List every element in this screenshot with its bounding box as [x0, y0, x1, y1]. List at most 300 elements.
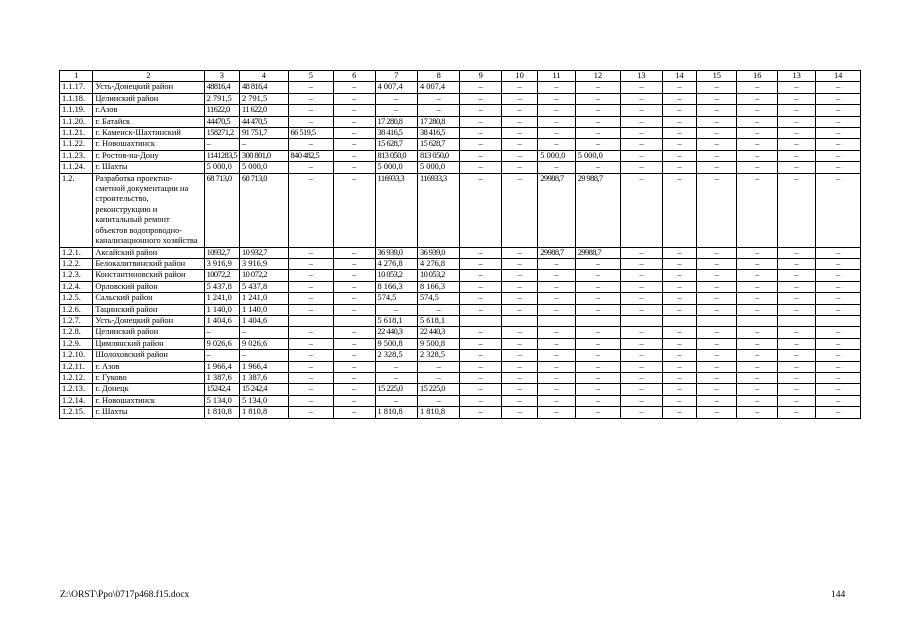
- value-cell: 48 816,4: [240, 82, 289, 93]
- value-cell: –: [777, 82, 815, 93]
- row-number-cell: 1.2.2.: [60, 258, 93, 269]
- value-cell: –: [575, 304, 621, 315]
- value-cell: –: [501, 82, 537, 93]
- value-cell: –: [575, 384, 621, 395]
- value-cell: –: [621, 258, 662, 269]
- value-cell: –: [737, 372, 777, 383]
- column-header: 13: [777, 71, 815, 82]
- value-cell: –: [575, 395, 621, 406]
- value-cell: –: [334, 372, 375, 383]
- value-cell: –: [621, 139, 662, 150]
- row-name-cell: г. Каменск-Шахтинский: [93, 128, 204, 139]
- value-cell: –: [575, 162, 621, 173]
- value-cell: –: [334, 93, 375, 104]
- value-cell: 44470,5: [204, 116, 239, 127]
- value-cell: –: [288, 82, 334, 93]
- value-cell: 38 416,5: [417, 128, 459, 139]
- value-cell: –: [538, 258, 575, 269]
- value-cell: [737, 315, 777, 326]
- value-cell: –: [662, 384, 696, 395]
- table-row: [60, 173, 861, 247]
- value-cell: –: [460, 327, 501, 338]
- value-cell: –: [816, 128, 861, 139]
- value-cell: –: [538, 407, 575, 418]
- value-cell: –: [816, 407, 861, 418]
- value-cell: –: [697, 350, 737, 361]
- row-number-cell: 1.2.14.: [60, 395, 93, 406]
- table-row: [60, 139, 861, 150]
- value-cell: –: [460, 128, 501, 139]
- value-cell: –: [777, 162, 815, 173]
- value-cell: –: [575, 116, 621, 127]
- value-cell: –: [501, 338, 537, 349]
- table-row: [60, 93, 861, 104]
- value-cell: –: [737, 293, 777, 304]
- value-cell: –: [288, 372, 334, 383]
- value-cell: –: [538, 395, 575, 406]
- row-name-cell: Сальский район: [93, 293, 204, 304]
- value-cell: –: [697, 304, 737, 315]
- value-cell: 29988,7: [538, 247, 575, 258]
- value-cell: –: [662, 258, 696, 269]
- row-number-cell: 1.2.13.: [60, 384, 93, 395]
- value-cell: –: [501, 293, 537, 304]
- value-cell: –: [575, 82, 621, 93]
- value-cell: –: [777, 304, 815, 315]
- row-number-cell: 1.2.: [60, 173, 93, 247]
- value-cell: –: [662, 93, 696, 104]
- row-name-cell: г. Гуково: [93, 372, 204, 383]
- value-cell: –: [575, 128, 621, 139]
- value-cell: –: [334, 395, 375, 406]
- value-cell: –: [575, 338, 621, 349]
- value-cell: –: [697, 293, 737, 304]
- value-cell: –: [737, 82, 777, 93]
- value-cell: –: [737, 407, 777, 418]
- value-cell: –: [334, 105, 375, 116]
- value-cell: –: [697, 327, 737, 338]
- value-cell: –: [501, 150, 537, 161]
- value-cell: –: [501, 162, 537, 173]
- value-cell: –: [662, 270, 696, 281]
- value-cell: –: [621, 407, 662, 418]
- value-cell: –: [334, 293, 375, 304]
- value-cell: 1 966,4: [240, 361, 289, 372]
- value-cell: 3 916,9: [204, 258, 239, 269]
- value-cell: 10 072,2: [240, 270, 289, 281]
- row-name-cell: г. Новошахтинск: [93, 139, 204, 150]
- row-number-cell: 1.2.9.: [60, 338, 93, 349]
- row-name-cell: Усть-Донецкий район: [93, 315, 204, 326]
- value-cell: 38 416,5: [375, 128, 417, 139]
- value-cell: –: [501, 281, 537, 292]
- value-cell: –: [334, 338, 375, 349]
- value-cell: –: [575, 327, 621, 338]
- row-name-cell: Константиновский район: [93, 270, 204, 281]
- column-header: 6: [334, 71, 375, 82]
- value-cell: –: [375, 372, 417, 383]
- value-cell: 4 007,4: [417, 82, 459, 93]
- value-cell: 1 810,8: [240, 407, 289, 418]
- row-number-cell: 1.1.17.: [60, 82, 93, 93]
- value-cell: 158271,2: [204, 128, 239, 139]
- value-cell: –: [460, 116, 501, 127]
- row-number-cell: 1.1.18.: [60, 93, 93, 104]
- value-cell: –: [334, 116, 375, 127]
- value-cell: –: [288, 327, 334, 338]
- row-name-cell: г. Батайск: [93, 116, 204, 127]
- value-cell: –: [816, 304, 861, 315]
- value-cell: 44 470,5: [240, 116, 289, 127]
- value-cell: 1 404,6: [240, 315, 289, 326]
- table-row: [60, 247, 861, 258]
- value-cell: –: [662, 105, 696, 116]
- row-number-cell: 1.2.15.: [60, 407, 93, 418]
- value-cell: –: [777, 173, 815, 247]
- value-cell: 3 916,9: [240, 258, 289, 269]
- value-cell: [538, 315, 575, 326]
- value-cell: –: [288, 258, 334, 269]
- value-cell: –: [697, 258, 737, 269]
- value-cell: –: [501, 270, 537, 281]
- value-cell: –: [816, 93, 861, 104]
- value-cell: –: [575, 258, 621, 269]
- column-header: 1: [60, 71, 93, 82]
- value-cell: –: [662, 407, 696, 418]
- value-cell: –: [288, 173, 334, 247]
- value-cell: –: [737, 247, 777, 258]
- value-cell: 68 713,0: [240, 173, 289, 247]
- column-header: 14: [816, 71, 861, 82]
- value-cell: –: [777, 116, 815, 127]
- value-cell: –: [737, 150, 777, 161]
- value-cell: 1 140,0: [204, 304, 239, 315]
- value-cell: –: [501, 372, 537, 383]
- value-cell: –: [204, 350, 239, 361]
- value-cell: –: [288, 395, 334, 406]
- table-row: [60, 82, 861, 93]
- value-cell: 36 939,0: [375, 247, 417, 258]
- value-cell: 116933,3: [375, 173, 417, 247]
- value-cell: 5 000,0: [417, 162, 459, 173]
- value-cell: –: [777, 150, 815, 161]
- value-cell: –: [501, 139, 537, 150]
- value-cell: –: [538, 139, 575, 150]
- table-row: [60, 304, 861, 315]
- value-cell: –: [575, 361, 621, 372]
- value-cell: –: [460, 293, 501, 304]
- value-cell: –: [697, 372, 737, 383]
- value-cell: –: [697, 139, 737, 150]
- value-cell: –: [575, 407, 621, 418]
- value-cell: –: [697, 338, 737, 349]
- table-row: [60, 258, 861, 269]
- value-cell: –: [334, 327, 375, 338]
- column-header: 5: [288, 71, 334, 82]
- value-cell: –: [777, 258, 815, 269]
- value-cell: –: [538, 93, 575, 104]
- value-cell: [288, 315, 334, 326]
- value-cell: 5 000,0: [575, 150, 621, 161]
- value-cell: –: [460, 162, 501, 173]
- value-cell: 29 988,7: [575, 173, 621, 247]
- value-cell: 29988,7: [575, 247, 621, 258]
- value-cell: 1 387,6: [240, 372, 289, 383]
- value-cell: 22 440,3: [417, 327, 459, 338]
- value-cell: –: [501, 105, 537, 116]
- value-cell: –: [737, 384, 777, 395]
- value-cell: –: [501, 361, 537, 372]
- value-cell: –: [621, 116, 662, 127]
- value-cell: 1 810,8: [417, 407, 459, 418]
- value-cell: 9 026,6: [204, 338, 239, 349]
- value-cell: 5 134,0: [204, 395, 239, 406]
- value-cell: 1 241,0: [204, 293, 239, 304]
- value-cell: –: [662, 162, 696, 173]
- column-header: 15: [697, 71, 737, 82]
- value-cell: –: [621, 150, 662, 161]
- value-cell: –: [460, 407, 501, 418]
- value-cell: [777, 315, 815, 326]
- value-cell: [460, 315, 501, 326]
- row-number-cell: 1.1.21.: [60, 128, 93, 139]
- value-cell: 5 618,1: [417, 315, 459, 326]
- value-cell: 813 050,0: [375, 150, 417, 161]
- value-cell: 840 482,5: [288, 150, 334, 161]
- value-cell: 116933,3: [417, 173, 459, 247]
- table-row: [60, 384, 861, 395]
- row-name-cell: г. Ростов-на-Дону: [93, 150, 204, 161]
- value-cell: –: [662, 350, 696, 361]
- value-cell: –: [288, 384, 334, 395]
- value-cell: 48816,4: [204, 82, 239, 93]
- value-cell: –: [460, 372, 501, 383]
- value-cell: –: [501, 173, 537, 247]
- value-cell: [697, 315, 737, 326]
- value-cell: –: [621, 372, 662, 383]
- row-name-cell: г. Донецк: [93, 384, 204, 395]
- value-cell: –: [288, 93, 334, 104]
- value-cell: 17 280,8: [375, 116, 417, 127]
- value-cell: –: [460, 139, 501, 150]
- value-cell: –: [375, 304, 417, 315]
- value-cell: –: [460, 150, 501, 161]
- row-name-cell: г. Азов: [93, 361, 204, 372]
- value-cell: –: [662, 116, 696, 127]
- value-cell: –: [575, 350, 621, 361]
- value-cell: –: [501, 395, 537, 406]
- value-cell: –: [460, 384, 501, 395]
- value-cell: –: [697, 361, 737, 372]
- value-cell: –: [816, 162, 861, 173]
- value-cell: –: [662, 150, 696, 161]
- value-cell: –: [501, 384, 537, 395]
- value-cell: –: [538, 384, 575, 395]
- value-cell: –: [460, 350, 501, 361]
- value-cell: –: [538, 105, 575, 116]
- value-cell: 5 000,0: [538, 150, 575, 161]
- column-header: 10: [501, 71, 537, 82]
- value-cell: [501, 315, 537, 326]
- value-cell: –: [240, 327, 289, 338]
- value-cell: –: [777, 350, 815, 361]
- value-cell: –: [816, 338, 861, 349]
- value-cell: [816, 315, 861, 326]
- value-cell: –: [816, 350, 861, 361]
- value-cell: –: [777, 338, 815, 349]
- value-cell: –: [538, 350, 575, 361]
- value-cell: –: [662, 281, 696, 292]
- value-cell: –: [777, 395, 815, 406]
- table-row: [60, 116, 861, 127]
- value-cell: 10 053,2: [375, 270, 417, 281]
- value-cell: –: [288, 247, 334, 258]
- value-cell: –: [662, 338, 696, 349]
- row-name-cell: г. Шахты: [93, 162, 204, 173]
- value-cell: –: [737, 258, 777, 269]
- column-header: 2: [93, 71, 204, 82]
- value-cell: –: [460, 361, 501, 372]
- value-cell: –: [204, 327, 239, 338]
- value-cell: –: [662, 304, 696, 315]
- value-cell: –: [575, 293, 621, 304]
- value-cell: –: [460, 247, 501, 258]
- value-cell: –: [621, 304, 662, 315]
- row-number-cell: 1.2.1.: [60, 247, 93, 258]
- page-number: 144: [831, 590, 846, 600]
- value-cell: –: [375, 395, 417, 406]
- value-cell: –: [621, 247, 662, 258]
- value-cell: –: [621, 395, 662, 406]
- value-cell: –: [737, 350, 777, 361]
- value-cell: –: [621, 293, 662, 304]
- value-cell: –: [288, 139, 334, 150]
- value-cell: –: [538, 270, 575, 281]
- value-cell: [662, 315, 696, 326]
- value-cell: 813 050,0: [417, 150, 459, 161]
- value-cell: –: [501, 327, 537, 338]
- value-cell: [621, 315, 662, 326]
- value-cell: 29988,7: [538, 173, 575, 247]
- value-cell: –: [697, 407, 737, 418]
- table-row: [60, 338, 861, 349]
- value-cell: –: [501, 128, 537, 139]
- column-header: 3: [204, 71, 239, 82]
- value-cell: –: [697, 173, 737, 247]
- value-cell: 1 241,0: [240, 293, 289, 304]
- value-cell: 15 628,7: [417, 139, 459, 150]
- value-cell: 1141283,5: [204, 150, 239, 161]
- value-cell: –: [777, 128, 815, 139]
- value-cell: –: [662, 293, 696, 304]
- value-cell: –: [288, 338, 334, 349]
- value-cell: –: [697, 281, 737, 292]
- value-cell: –: [777, 293, 815, 304]
- row-name-cell: г.Азов: [93, 105, 204, 116]
- value-cell: –: [777, 372, 815, 383]
- value-cell: –: [288, 116, 334, 127]
- value-cell: –: [621, 82, 662, 93]
- value-cell: 10072,2: [204, 270, 239, 281]
- value-cell: 9 500,8: [417, 338, 459, 349]
- value-cell: –: [697, 105, 737, 116]
- value-cell: [575, 315, 621, 326]
- column-header: 16: [737, 71, 777, 82]
- value-cell: –: [460, 82, 501, 93]
- value-cell: –: [621, 384, 662, 395]
- value-cell: 4 007,4: [375, 82, 417, 93]
- value-cell: –: [662, 82, 696, 93]
- row-number-cell: 1.1.22.: [60, 139, 93, 150]
- table-row: [60, 395, 861, 406]
- value-cell: –: [816, 384, 861, 395]
- value-cell: –: [737, 93, 777, 104]
- table-row: [60, 128, 861, 139]
- value-cell: –: [575, 372, 621, 383]
- value-cell: –: [501, 116, 537, 127]
- value-cell: –: [334, 304, 375, 315]
- column-header: 12: [575, 71, 621, 82]
- value-cell: –: [621, 93, 662, 104]
- value-cell: –: [621, 338, 662, 349]
- value-cell: –: [737, 281, 777, 292]
- value-cell: 1 387,6: [204, 372, 239, 383]
- value-cell: –: [460, 105, 501, 116]
- value-cell: –: [697, 162, 737, 173]
- value-cell: –: [737, 338, 777, 349]
- value-cell: 10 932,7: [240, 247, 289, 258]
- value-cell: –: [334, 361, 375, 372]
- value-cell: –: [777, 93, 815, 104]
- value-cell: –: [697, 128, 737, 139]
- value-cell: –: [334, 281, 375, 292]
- value-cell: 5 437,8: [204, 281, 239, 292]
- value-cell: –: [501, 407, 537, 418]
- value-cell: –: [204, 139, 239, 150]
- row-number-cell: 1.2.6.: [60, 304, 93, 315]
- column-header: 13: [621, 71, 662, 82]
- value-cell: 2 791,5: [204, 93, 239, 104]
- value-cell: –: [288, 304, 334, 315]
- value-cell: –: [538, 128, 575, 139]
- value-cell: –: [334, 407, 375, 418]
- value-cell: –: [816, 395, 861, 406]
- value-cell: –: [288, 350, 334, 361]
- value-cell: –: [288, 105, 334, 116]
- value-cell: –: [375, 105, 417, 116]
- row-name-cell: г. Новошахтинск: [93, 395, 204, 406]
- value-cell: –: [737, 139, 777, 150]
- value-cell: –: [417, 395, 459, 406]
- row-name-cell: Целинский район: [93, 93, 204, 104]
- row-number-cell: 1.1.19.: [60, 105, 93, 116]
- value-cell: –: [460, 270, 501, 281]
- value-cell: –: [334, 270, 375, 281]
- value-cell: –: [288, 162, 334, 173]
- row-name-cell: Разработка проектно-сметной документации на строительство, реконструкцию и капитальный ремонт объектов водопроводно-канализационного хозяйства: [93, 173, 204, 247]
- value-cell: –: [777, 361, 815, 372]
- value-cell: –: [816, 293, 861, 304]
- value-cell: –: [697, 82, 737, 93]
- value-cell: –: [460, 258, 501, 269]
- value-cell: –: [621, 128, 662, 139]
- value-cell: –: [375, 361, 417, 372]
- column-header: 7: [375, 71, 417, 82]
- value-cell: –: [697, 93, 737, 104]
- value-cell: 5 000,0: [204, 162, 239, 173]
- value-cell: –: [538, 162, 575, 173]
- value-cell: 11 622,0: [240, 105, 289, 116]
